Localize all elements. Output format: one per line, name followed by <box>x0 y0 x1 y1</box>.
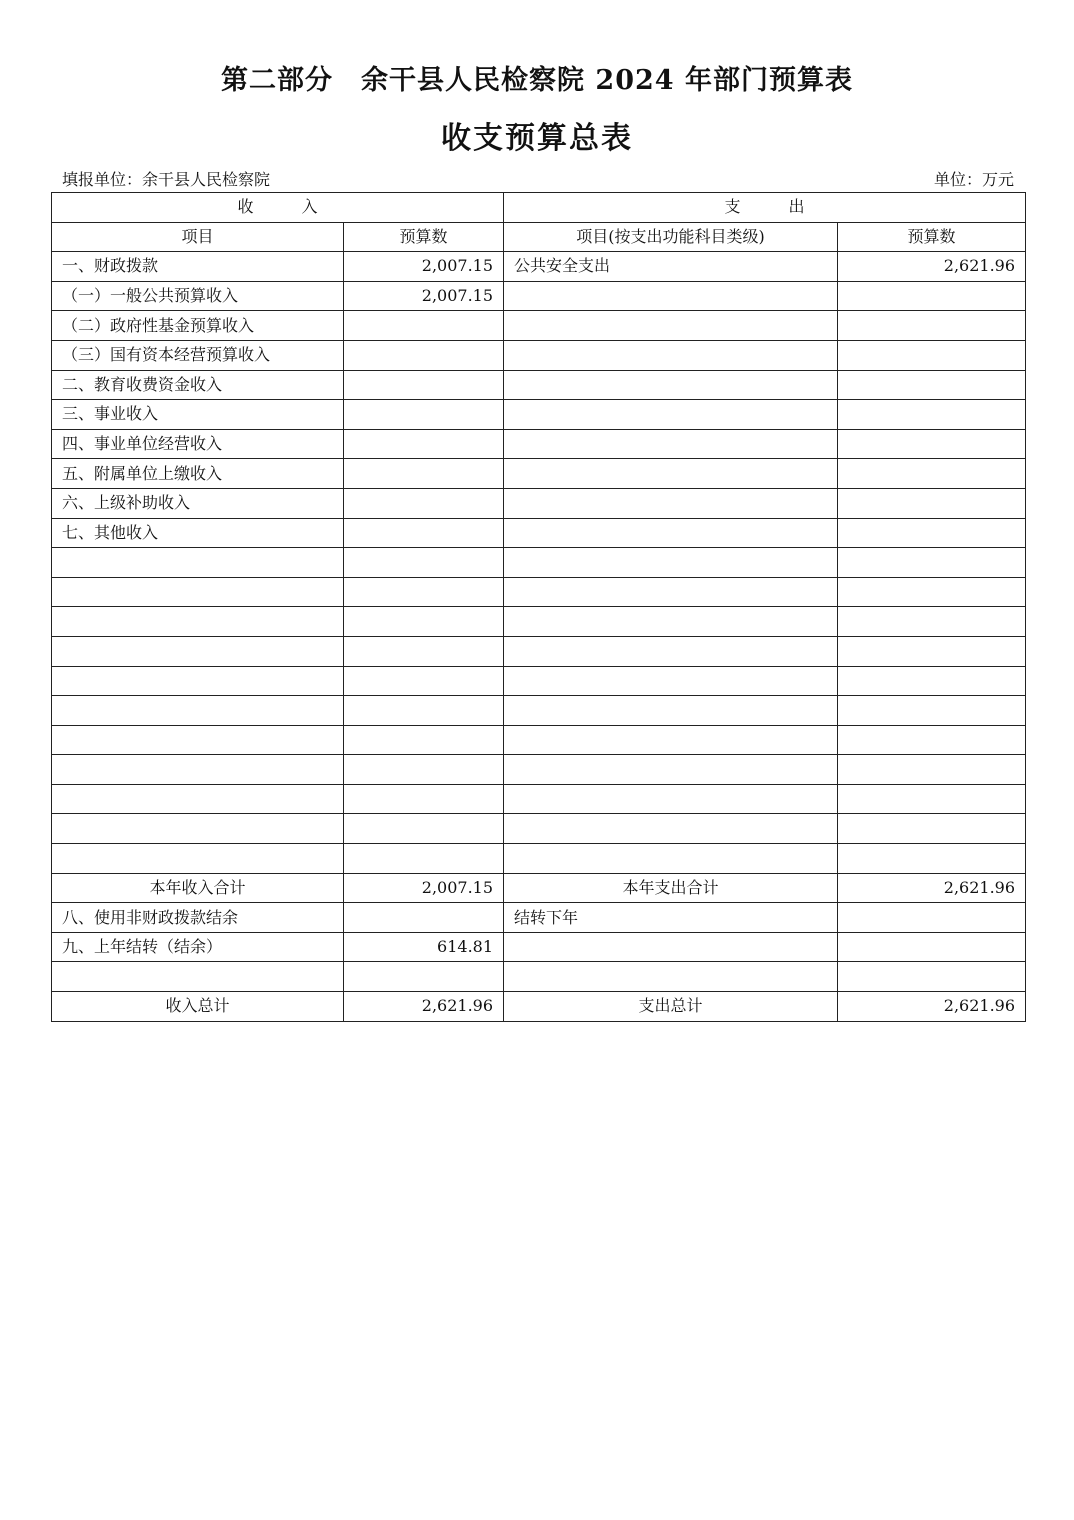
expense-amount-cell <box>838 666 1026 696</box>
income-amount-cell <box>344 755 504 785</box>
income-item-cell: 二、教育收费资金收入 <box>52 370 344 400</box>
income-amount-cell: 2,007.15 <box>344 281 504 311</box>
income-amount-cell <box>344 548 504 578</box>
expense-amount-cell <box>838 548 1026 578</box>
expense-amount-cell <box>838 784 1026 814</box>
income-amount-cell: 2,007.15 <box>344 252 504 282</box>
table-row <box>52 666 1026 696</box>
expense-amount-cell <box>838 429 1026 459</box>
table-row <box>52 488 1026 518</box>
table-row <box>52 607 1026 637</box>
income-amount-cell <box>344 429 504 459</box>
table-row <box>52 932 1026 962</box>
income-value-cell: 2,007.15 <box>344 873 504 903</box>
total-row <box>52 992 1026 1022</box>
expense-item-cell <box>504 518 838 548</box>
table-row <box>52 755 1026 785</box>
income-item-cell <box>52 784 344 814</box>
expense-amount-cell <box>838 400 1026 430</box>
income-item-cell <box>52 725 344 755</box>
income-amount-cell <box>344 518 504 548</box>
income-item-cell: 六、上级补助收入 <box>52 488 344 518</box>
income-item-cell: 三、事业收入 <box>52 400 344 430</box>
expense-item-cell <box>504 429 838 459</box>
table-row <box>52 459 1026 489</box>
income-item-cell: 一、财政拨款 <box>52 252 344 282</box>
expense-item-cell <box>504 488 838 518</box>
income-amount-cell <box>344 784 504 814</box>
expense-amount-cell <box>838 518 1026 548</box>
expense-amount-cell <box>838 311 1026 341</box>
expense-amount-cell: 2,621.96 <box>838 252 1026 282</box>
income-amount-cell <box>344 814 504 844</box>
expense-value-cell: 2,621.96 <box>838 992 1026 1022</box>
income-amount-cell <box>344 459 504 489</box>
expense-amount-cell <box>838 725 1026 755</box>
income-value-cell: 2,621.96 <box>344 992 504 1022</box>
income-amount-cell <box>344 725 504 755</box>
income-item-cell: 五、附属单位上缴收入 <box>52 459 344 489</box>
expense-label-cell: 本年支出合计 <box>504 873 838 903</box>
expense-item-cell: 公共安全支出 <box>504 252 838 282</box>
expense-amount-cell <box>838 844 1026 874</box>
income-item-cell <box>52 666 344 696</box>
income-item-cell <box>52 814 344 844</box>
expense-item-cell <box>504 932 838 962</box>
table-title: 收支预算总表 <box>441 121 633 156</box>
income-item-cell: 八、使用非财政拨款结余 <box>52 903 344 933</box>
table-row <box>52 696 1026 726</box>
income-item-cell <box>52 696 344 726</box>
expense-amount-cell <box>838 370 1026 400</box>
expense-item-cell <box>504 459 838 489</box>
income-item-cell <box>52 577 344 607</box>
expense-item-cell <box>504 636 838 666</box>
expense-value-cell: 2,621.96 <box>838 873 1026 903</box>
income-amount-cell <box>344 370 504 400</box>
income-label-cell: 本年收入合计 <box>52 873 344 903</box>
table-row <box>52 725 1026 755</box>
table-row <box>52 636 1026 666</box>
income-item-cell <box>52 755 344 785</box>
income-amount-cell <box>344 607 504 637</box>
expense-amount-cell <box>838 459 1026 489</box>
table-row <box>52 518 1026 548</box>
expense-item-cell <box>504 666 838 696</box>
table-row <box>52 281 1026 311</box>
table-row <box>52 962 1026 992</box>
income-amount-cell <box>344 636 504 666</box>
col-header-income-item: 项目 <box>52 222 344 252</box>
expense-item-cell <box>504 962 838 992</box>
income-item-cell <box>52 548 344 578</box>
reporting-unit: 填报单位：余干县人民检察院 <box>62 170 271 189</box>
currency-unit: 单位：万元 <box>933 170 1014 189</box>
income-amount-cell <box>344 962 504 992</box>
expense-amount-cell <box>838 636 1026 666</box>
expense-amount-cell <box>838 696 1026 726</box>
expense-item-cell <box>504 784 838 814</box>
col-header-expense-amount: 预算数 <box>838 222 1026 252</box>
table-row <box>52 340 1026 370</box>
expense-amount-cell <box>838 281 1026 311</box>
income-item-cell <box>52 607 344 637</box>
col-header-expense-item: 项目(按支出功能科目类级) <box>504 222 838 252</box>
income-amount-cell <box>344 903 504 933</box>
column-header-row <box>52 222 1026 252</box>
income-item-cell: （三）国有资本经营预算收入 <box>52 340 344 370</box>
expense-section-header: 支 出 <box>504 193 1026 223</box>
income-item-cell: 四、事业单位经营收入 <box>52 429 344 459</box>
table-row <box>52 311 1026 341</box>
expense-item-cell <box>504 696 838 726</box>
expense-amount-cell <box>838 577 1026 607</box>
expense-amount-cell <box>838 755 1026 785</box>
income-item-cell <box>52 636 344 666</box>
expense-amount-cell <box>838 607 1026 637</box>
income-label-cell: 收入总计 <box>52 992 344 1022</box>
table-row <box>52 577 1026 607</box>
income-amount-cell <box>344 844 504 874</box>
table-row <box>52 548 1026 578</box>
income-item-cell <box>52 844 344 874</box>
expense-label-cell: 支出总计 <box>504 992 838 1022</box>
col-header-income-amount: 预算数 <box>344 222 504 252</box>
income-amount-cell <box>344 577 504 607</box>
income-item-cell: 九、上年结转（结余） <box>52 932 344 962</box>
income-amount-cell <box>344 666 504 696</box>
table-row <box>52 370 1026 400</box>
income-amount-cell <box>344 340 504 370</box>
meta-line <box>62 167 1014 189</box>
table-row <box>52 252 1026 282</box>
income-item-cell: （一）一般公共预算收入 <box>52 281 344 311</box>
expense-item-cell <box>504 400 838 430</box>
page-title: 第二部分 余干县人民检察院 2024 年部门预算表 <box>221 65 853 96</box>
expense-item-cell <box>504 340 838 370</box>
expense-amount-cell <box>838 903 1026 933</box>
table-row <box>52 903 1026 933</box>
expense-amount-cell <box>838 962 1026 992</box>
expense-item-cell <box>504 725 838 755</box>
expense-item-cell <box>504 577 838 607</box>
table-row <box>52 400 1026 430</box>
expense-item-cell <box>504 370 838 400</box>
expense-item-cell <box>504 607 838 637</box>
income-amount-cell <box>344 696 504 726</box>
income-amount-cell: 614.81 <box>344 932 504 962</box>
expense-item-cell <box>504 311 838 341</box>
expense-item-cell <box>504 844 838 874</box>
table-row <box>52 814 1026 844</box>
table-row <box>52 429 1026 459</box>
expense-amount-cell <box>838 488 1026 518</box>
expense-amount-cell <box>838 340 1026 370</box>
income-item-cell: 七、其他收入 <box>52 518 344 548</box>
expense-item-cell <box>504 755 838 785</box>
expense-amount-cell <box>838 932 1026 962</box>
section-header-row <box>52 193 1026 223</box>
expense-amount-cell <box>838 814 1026 844</box>
income-item-cell: （二）政府性基金预算收入 <box>52 311 344 341</box>
income-amount-cell <box>344 488 504 518</box>
expense-item-cell <box>504 548 838 578</box>
income-section-header: 收 入 <box>52 193 504 223</box>
budget-summary-table <box>51 192 1026 1022</box>
income-amount-cell <box>344 400 504 430</box>
expense-item-cell: 结转下年 <box>504 903 838 933</box>
subtotal-row <box>52 873 1026 903</box>
income-item-cell <box>52 962 344 992</box>
table-row <box>52 784 1026 814</box>
table-row <box>52 844 1026 874</box>
expense-item-cell <box>504 281 838 311</box>
income-amount-cell <box>344 311 504 341</box>
expense-item-cell <box>504 814 838 844</box>
